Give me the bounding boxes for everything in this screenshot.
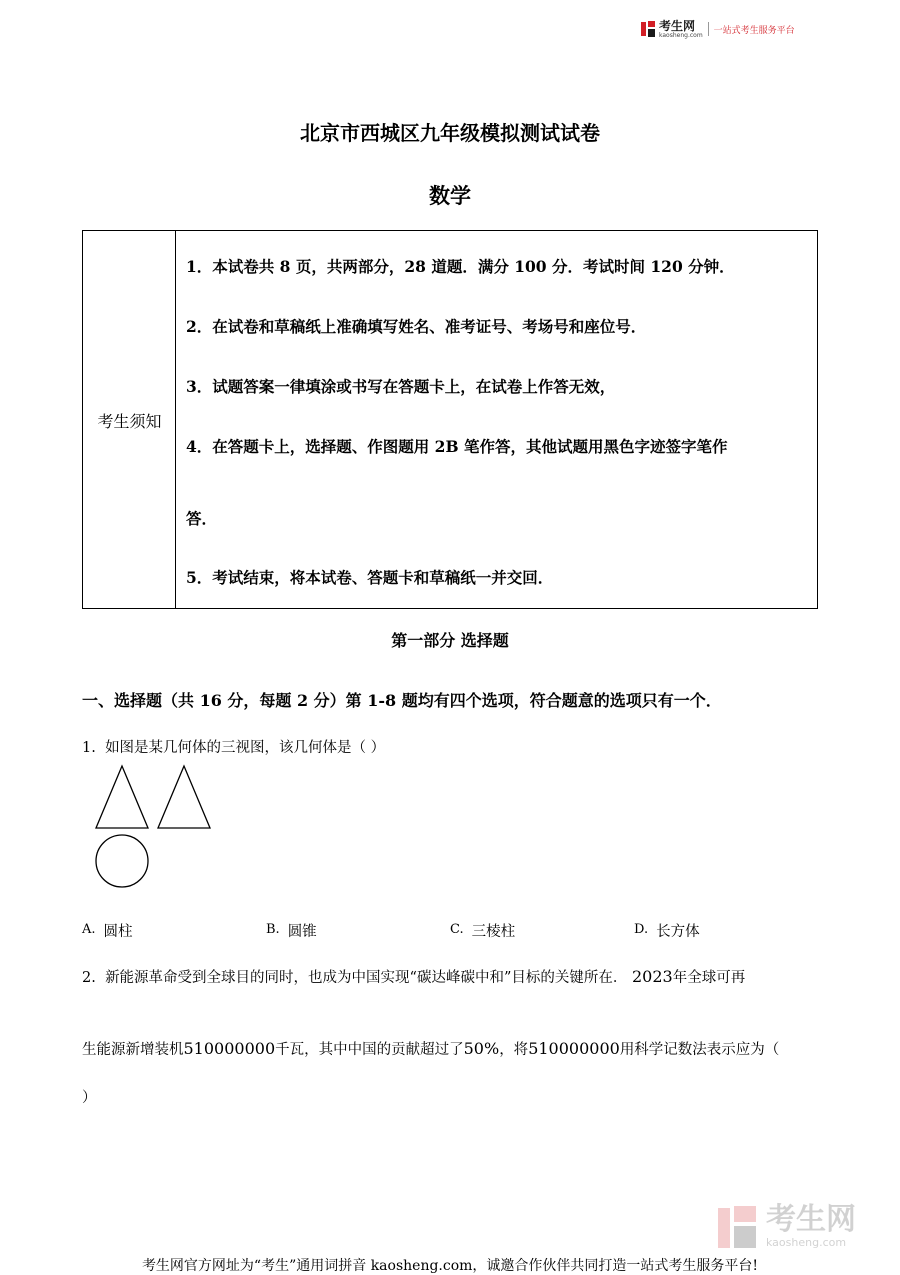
notice-label-cell [83,231,176,608]
question-2-line-1 [82,966,745,987]
kaosheng-logo-icon [640,20,656,38]
three-view-figure [90,762,220,890]
notice-table [82,230,818,609]
question-2-text-b: 年全球可再 [672,970,746,986]
option-d-text: 长方体 [656,924,700,940]
notice-label: 考生须知 [97,412,162,431]
question-2-line-3: ） [82,1090,97,1106]
watermark [716,1204,856,1252]
question-2-year: 2023 [632,967,673,986]
option-b[interactable] [266,920,317,941]
option-d[interactable] [634,920,700,941]
footer-text: 考生网官方网址为“考生”通用词拼音 kaosheng.com，诚邀合作伙伴共同打造一站式考生服务平台! [141,1258,759,1274]
question-2-text-c: 生能源新增装机 [82,1042,184,1058]
logo-divider [708,22,709,36]
exam-title: 北京市西城区九年级模拟测试试卷 [300,121,600,145]
option-c-letter: C. [450,922,464,937]
question-1 [82,736,385,757]
question-1-text: 如图是某几何体的三视图，该几何体是（ ） [105,740,386,756]
option-a-letter: A. [82,922,96,937]
option-b-text: 圆锥 [287,924,317,940]
watermark-logo-icon [716,1204,760,1252]
option-a-text: 圆柱 [103,924,133,940]
side-view-triangle [158,766,210,828]
top-view-circle [96,835,148,887]
question-2-text-e: ，将 [499,1042,529,1058]
notice-rule-4: 4．在答题卡上，选择题、作图题用 2B 笔作答，其他试题用黑色字迹签字笔作 [186,437,728,456]
option-c[interactable] [450,920,515,941]
notice-rule-4-cont: 答． [186,509,218,528]
question-2-text-d: 千瓦，其中中国的贡献超过了 [275,1042,464,1058]
question-2-number: 2. [82,970,96,986]
watermark-name: 考生网 [766,1202,856,1237]
question-1-number: 1. [82,740,96,756]
question-2-number-value-2: 510000000 [528,1039,620,1058]
section-title: 一、选择题（共 16 分，每题 2 分）第 1-8 题均有四个选项，符合题意的选项只有一个． [82,691,722,710]
option-c-text: 三棱柱 [471,924,516,940]
option-b-letter: B. [266,922,280,937]
logo-slogan: 一站式考生服务平台 [713,25,795,36]
watermark-domain: kaosheng.com [766,1235,847,1249]
notice-rule-3: 3．试题答案一律填涂或书写在答题卡上，在试卷上作答无效， [186,377,616,396]
notice-rule-2: 2．在试卷和草稿纸上准确填写姓名、准考证号、考场号和座位号． [186,317,647,336]
question-2-number-value-1: 510000000 [183,1039,276,1058]
logo-domain: kaosheng.com [659,31,703,39]
logo-name: 考生网 [659,18,696,33]
option-d-letter: D. [634,922,649,937]
header-logo [640,18,795,40]
question-2-text-a: 新能源革命受到全球目的同时，也成为中国实现“碳达峰碳中和”目标的关键所在． [105,970,628,986]
subject-title: 数学 [429,183,471,208]
question-2-percent: 50% [463,1039,500,1058]
question-2-text-f: 用科学记数法表示应为（ [619,1042,780,1058]
front-view-triangle [96,766,148,828]
question-2-line-2 [82,1038,779,1059]
option-a[interactable] [82,920,133,941]
notice-rule-1: 1．本试卷共 8 页，共两部分，28 道题．满分 100 分．考试时间 120 分钟． [186,257,735,276]
part-title: 第一部分 选择题 [391,631,509,650]
notice-rule-5: 5．考试结束，将本试卷、答题卡和草稿纸一并交回． [186,568,554,587]
